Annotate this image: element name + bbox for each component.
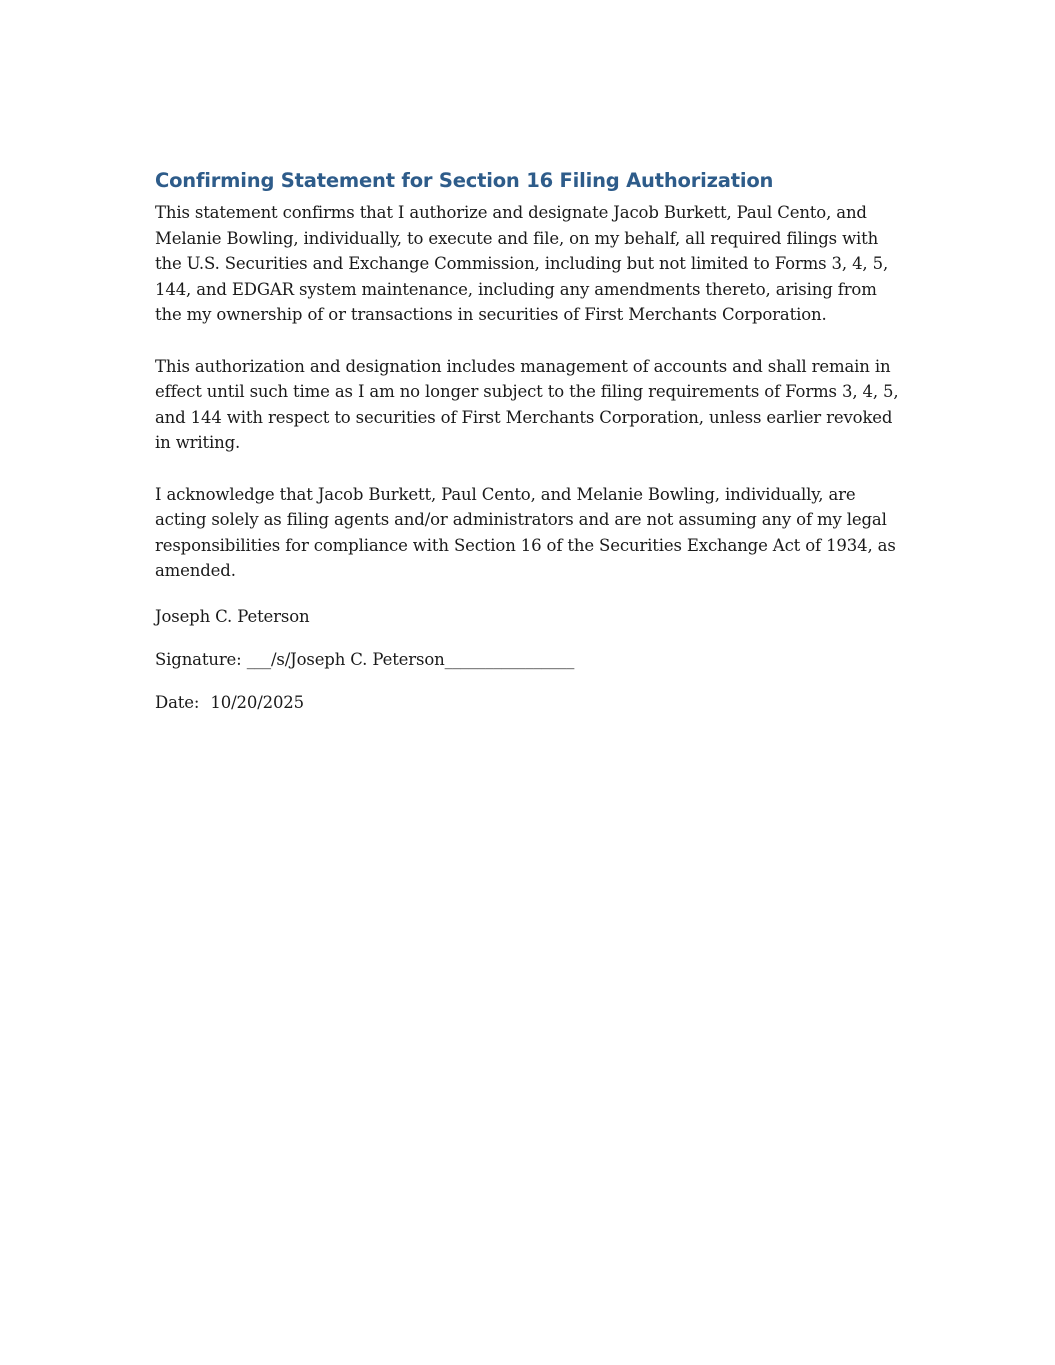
date-label: Date: <box>155 692 200 712</box>
signature-label: Signature: <box>155 649 242 669</box>
document-title: Confirming Statement for Section 16 Filing Authorization <box>155 169 774 192</box>
paragraph-authorization: This statement confirms that I authorize and designate Jacob Burkett, Paul Cento, and Melanie Bowling, individually, to execute and file, on my behalf, all required filings with the U.S. Securities and Exchange Commission, including but not limited to Forms 3, 4, 5, 144, and EDGAR system maintenance, including any amendments thereto, arising from the my ownership of or transactions in securities of First Merchants Corporation. <box>155 203 889 325</box>
date-value: 10/20/2025 <box>210 692 304 712</box>
signer-name: Joseph C. Peterson <box>155 606 310 626</box>
date-line <box>155 690 905 715</box>
document-page <box>155 166 905 733</box>
signature-line <box>155 647 905 672</box>
paragraph-acknowledgement: I acknowledge that Jacob Burkett, Paul Cento, and Melanie Bowling, individually, are acting solely as filing agents and/or administrators and are not assuming any of my legal responsibilities for compliance with Section 16 of the Securities Exchange Act of 1934, as amended. <box>155 484 896 581</box>
signature-value: ___/s/Joseph C. Peterson________________ <box>246 649 575 669</box>
paragraph-duration: This authorization and designation includes management of accounts and shall remain in effect until such time as I am no longer subject to the filing requirements of Forms 3, 4, 5, and 144 with respect to securities of First Merchants Corporation, unless earlier revoked in writing. <box>155 356 899 453</box>
